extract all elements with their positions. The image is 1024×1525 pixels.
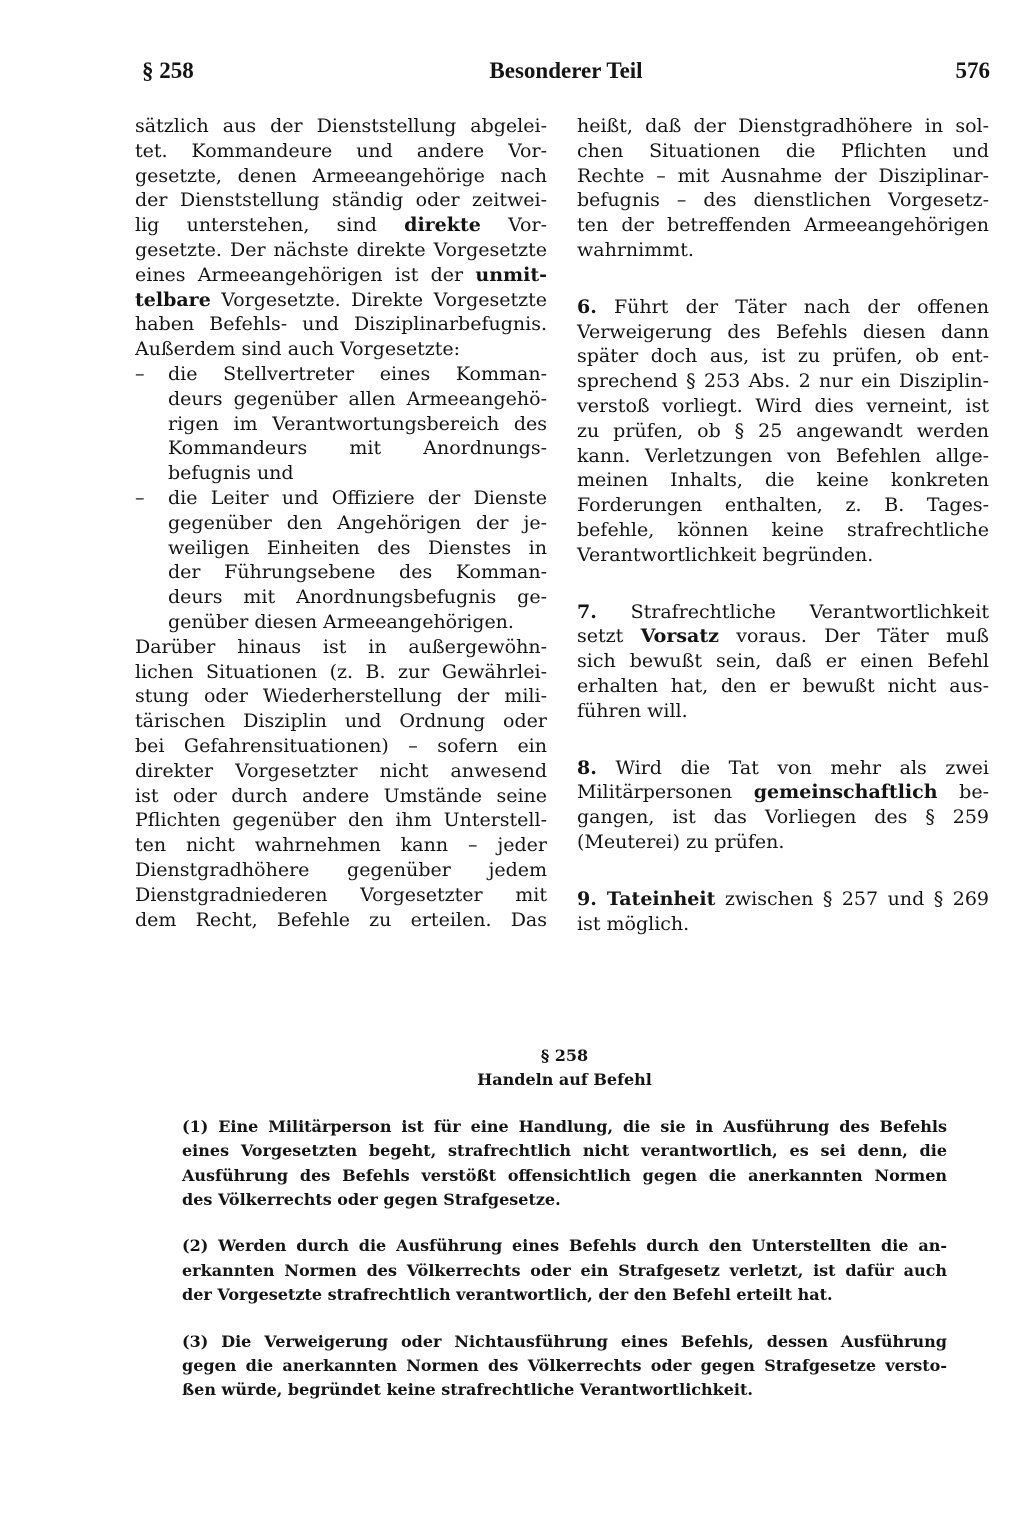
text-line bbox=[135, 213, 547, 238]
text-line: genüber diesen Armeeangehörigen. bbox=[168, 610, 514, 633]
text-line: gesetzte. Der nächste direkte Vorgesetzte bbox=[135, 238, 547, 261]
text-run: Führt der Täter nach der offenen bbox=[596, 295, 989, 318]
text-line: Dienstgradhöhere gegenüber jedem bbox=[135, 858, 547, 881]
text-line: später doch aus, ist zu prüfen, ob ent- bbox=[577, 345, 989, 368]
text-line: rigen im Verantwortungsbereich des bbox=[168, 412, 547, 435]
note-number: 8. bbox=[577, 756, 597, 779]
note-number: 6. bbox=[577, 295, 597, 318]
paragraph-gap bbox=[182, 1308, 947, 1330]
note-number: 7. bbox=[577, 600, 597, 623]
text-line: sprechend § 253 Abs. 2 nur ein Disziplin- bbox=[577, 370, 989, 393]
statute-paragraph-2-line: der Vorgesetzte strafrechtlich verantwortlich, der den Befehl erteilt hat. bbox=[182, 1285, 833, 1305]
paragraph-gap bbox=[577, 855, 989, 887]
text-run: die Stellvertreter eines Komman- bbox=[168, 362, 547, 385]
statute-paragraph-3-line: gegen die anerkannten Normen des Völkerrechts oder gegen Strafgesetze versto- bbox=[182, 1355, 947, 1375]
bold-term: telbare bbox=[135, 288, 211, 311]
text-line: befugnis – des dienstlichen Vorgesetz- bbox=[577, 189, 989, 212]
text-line: sätzlich aus der Dienststellung abgelei- bbox=[135, 115, 547, 137]
bullet-dash: – bbox=[135, 486, 145, 509]
text-line: Verweigerung des Befehls diesen dann bbox=[577, 320, 989, 343]
text-line: Kommandeurs mit Anordnungs- bbox=[168, 437, 547, 460]
list-item bbox=[135, 362, 547, 387]
text-run: Vorgesetzte. Direkte Vorgesetzte bbox=[210, 288, 547, 311]
statute-paragraph-3-line: ßen würde, begründet keine strafrechtliche Verantwortlichkeit. bbox=[182, 1380, 753, 1400]
note-9-line bbox=[577, 887, 989, 912]
text-line: befugnis und bbox=[168, 462, 294, 485]
text-line: wahrnimmt. bbox=[577, 238, 694, 261]
text-run: Strafrechtliche Verantwortlichkeit bbox=[596, 600, 989, 623]
text-line: zu prüfen, ob § 25 angewandt werden bbox=[577, 419, 989, 442]
header-section: § 258 bbox=[142, 58, 194, 83]
header-title: Besonderer Teil bbox=[489, 58, 643, 83]
statute-paragraph-3-line: (3) Die Verweigerung oder Nichtausführung eines Befehls, dessen Ausführung bbox=[182, 1331, 947, 1351]
statute-paragraph-2-line: erkannten Normen des Völkerrechts oder ein Strafgesetz verletzt, ist dafür auch bbox=[182, 1260, 947, 1280]
text-line: ist möglich. bbox=[577, 912, 690, 935]
text-run: voraus. Der Täter muß bbox=[718, 625, 989, 648]
statute-paragraph-2-line: (2) Werden durch die Ausführung eines Befehls durch den Unterstellten die an- bbox=[182, 1236, 947, 1256]
note-8-line bbox=[577, 756, 989, 781]
text-line: chen Situationen die Pflichten und bbox=[577, 139, 989, 162]
text-line bbox=[135, 288, 547, 313]
statute-paragraph-1-line: des Völkerrechts oder gegen Strafgesetze. bbox=[182, 1189, 561, 1209]
statute-paragraph-1-line: Ausführung des Befehls verstößt offensichtlich gegen die anerkannten Normen bbox=[182, 1165, 947, 1185]
paragraph-gap bbox=[182, 1212, 947, 1234]
text-line: ten der betreffenden Armeeangehörigen bbox=[577, 214, 989, 237]
bold-term: Vorsatz bbox=[640, 625, 719, 648]
text-run: setzt bbox=[577, 625, 641, 648]
paragraph-gap bbox=[577, 724, 989, 756]
text-line: der Dienststellung ständig oder zeitwei- bbox=[135, 189, 547, 212]
text-line bbox=[577, 624, 989, 649]
text-line: deurs mit Anordnungsbefugnis ge- bbox=[168, 586, 547, 609]
text-line: kann. Verletzungen von Befehlen allge- bbox=[577, 444, 989, 467]
bold-term: unmit- bbox=[475, 263, 547, 286]
text-line: gegenüber den Angehörigen der je- bbox=[168, 511, 547, 534]
bold-term: Tateinheit bbox=[596, 887, 716, 910]
text-line: haben Befehls- und Disziplinarbefugnis. bbox=[135, 313, 547, 336]
note-number: 9. bbox=[577, 887, 597, 910]
paragraph-gap bbox=[182, 1093, 947, 1115]
text-line: weiligen Einheiten des Dienstes in bbox=[168, 536, 547, 559]
text-line: ten nicht wahrnehmen kann – jeder bbox=[135, 834, 547, 857]
text-run: die Leiter und Offiziere der Dienste bbox=[168, 486, 547, 509]
text-line: befehle, können keine strafrechtliche bbox=[577, 518, 989, 541]
page-number: 576 bbox=[955, 58, 990, 83]
text-line: meinen Inhalts, die keine konkreten bbox=[577, 469, 989, 492]
text-line: sich bewußt sein, daß er einen Befehl bbox=[577, 650, 989, 673]
text-line: verstoß vorliegt. Wird dies verneint, ist bbox=[577, 394, 989, 417]
text-line: Darüber hinaus ist in außergewöhn- bbox=[135, 635, 547, 658]
statute-section-number: § 258 bbox=[540, 1046, 589, 1065]
bullet-dash: – bbox=[135, 362, 145, 385]
text-run: lig unterstehen, sind bbox=[135, 214, 405, 237]
text-line: bei Gefahrensituationen) – sofern ein bbox=[135, 734, 547, 757]
text-line: Dienstgradniederen Vorgesetzter mit bbox=[135, 883, 547, 906]
left-column bbox=[135, 114, 547, 932]
text-line: Verantwortlichkeit begründen. bbox=[577, 543, 874, 566]
text-line: führen will. bbox=[577, 699, 688, 722]
note-6-line bbox=[577, 295, 989, 320]
paragraph-gap bbox=[577, 263, 989, 295]
paragraph-gap bbox=[577, 568, 989, 600]
text-line: tärischen Disziplin und Ordnung oder bbox=[135, 710, 547, 733]
text-line: direkter Vorgesetzter nicht anwesend bbox=[135, 759, 547, 782]
text-run: Vor- bbox=[480, 214, 547, 237]
text-line: ist oder durch andere Umstände seine bbox=[135, 784, 547, 807]
statute-paragraph-1-line: (1) Eine Militärperson ist für eine Handlung, die sie in Ausführung des Befehls bbox=[182, 1116, 947, 1136]
text-line: lichen Situationen (z. B. zur Gewährlei- bbox=[135, 660, 547, 683]
list-item bbox=[135, 486, 547, 511]
note-7-line bbox=[577, 600, 989, 625]
text-line: Forderungen enthalten, z. B. Tages- bbox=[577, 494, 989, 517]
bold-term: gemeinschaftlich bbox=[753, 781, 938, 804]
running-header bbox=[142, 58, 990, 90]
statute-title: Handeln auf Befehl bbox=[477, 1070, 652, 1090]
text-line: gesetzte, denen Armeeangehörige nach bbox=[135, 164, 547, 187]
right-column bbox=[577, 114, 989, 936]
text-line: der Führungsebene des Komman- bbox=[168, 561, 547, 584]
text-line: stung oder Wiederherstellung der mili- bbox=[135, 685, 547, 708]
statute-paragraph-1-line: eines Vorgesetzten begeht, strafrechtlich nicht verantwortlich, es sei denn, die bbox=[182, 1141, 947, 1161]
text-run: be- bbox=[937, 781, 989, 804]
text-line: Rechte – mit Ausnahme der Disziplinar- bbox=[577, 164, 989, 187]
text-run: Militärpersonen bbox=[577, 781, 754, 804]
text-run: eines Armeeangehörigen ist der bbox=[135, 263, 476, 286]
text-line bbox=[135, 263, 547, 288]
text-line bbox=[577, 780, 989, 805]
bold-term: direkte bbox=[404, 214, 481, 237]
statute-text bbox=[182, 1044, 947, 1403]
text-line: (Meuterei) zu prüfen. bbox=[577, 830, 785, 853]
text-run: Wird die Tat von mehr als zwei bbox=[596, 756, 989, 779]
text-line: heißt, daß der Dienstgradhöhere in sol- bbox=[577, 115, 989, 137]
text-line: erhalten hat, den er bewußt nicht aus- bbox=[577, 674, 989, 697]
text-line: dem Recht, Befehle zu erteilen. Das bbox=[135, 908, 547, 931]
text-line: tet. Kommandeure und andere Vor- bbox=[135, 139, 547, 162]
text-run: zwischen § 257 und § 269 bbox=[715, 887, 989, 910]
text-line: deurs gegenüber allen Armeeangehö- bbox=[168, 387, 547, 410]
text-line: Pflichten gegenüber den ihm Unterstell- bbox=[135, 809, 547, 832]
text-line: gangen, ist das Vorliegen des § 259 bbox=[577, 806, 989, 829]
text-line: Außerdem sind auch Vorgesetzte: bbox=[135, 338, 461, 361]
